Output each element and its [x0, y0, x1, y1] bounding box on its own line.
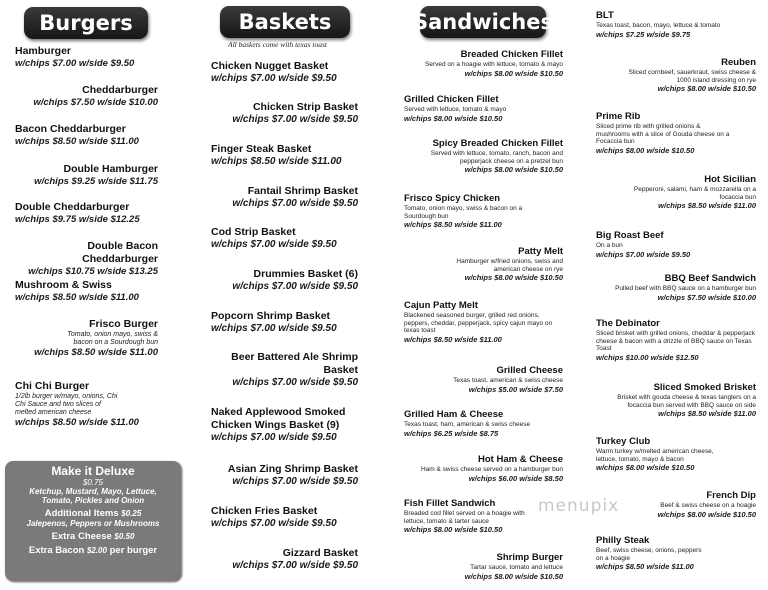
item-name: Gizzard Basket: [282, 547, 358, 559]
item-description: Texas toast, ham, american & swiss cheese: [404, 421, 531, 428]
item-name: Fish Fillet Sandwich: [404, 498, 496, 509]
item-name: Double Bacon Cheddarburger: [82, 240, 158, 265]
item-description: Pepperoni, salami, ham & mozzarella on a focaccia bun: [633, 186, 756, 201]
item-description: Beef, swiss cheese, onions, peppers on a hoagie: [596, 547, 702, 562]
menu-item-patty-melt: [405, 245, 563, 283]
menu-item-the-debinator: [596, 317, 758, 363]
item-price: w/chips $7.00 w/side $9.50: [232, 560, 358, 571]
item-name: Grilled Cheese: [496, 365, 563, 376]
menu-item-fantail-shrimp-basket: [205, 185, 358, 210]
extra-bacon-suffix: per burger: [109, 545, 158, 556]
item-price: w/chips $9.25 w/side $11.75: [34, 176, 158, 187]
item-price: w/chips $8.00 w/side $10.50: [464, 68, 563, 78]
item-price: w/chips $8.50 w/side $11.00: [15, 136, 139, 147]
item-description: Sliced brisket with grilled onions, cheddar & pepperjack cheese & bacon with a drizzle of BBQ sauce on Texas Toast: [596, 330, 755, 353]
item-price: w/chips $8.50 w/side $11.00: [211, 156, 342, 167]
baskets-note: All baskets come with texas toast: [228, 40, 327, 49]
item-price: w/chips $6.25 w/side $8.75: [404, 428, 499, 438]
item-price: w/chips $7.50 w/side $10.00: [657, 292, 756, 302]
item-price: w/chips $7.00 w/side $9.50: [232, 114, 358, 125]
item-name: Chi Chi Burger: [15, 380, 90, 392]
menu-item-reuben: [596, 56, 756, 94]
item-price: w/chips $7.00 w/side $9.50: [232, 476, 358, 487]
watermark: menupix: [538, 496, 620, 516]
menu-item-french-dip: [596, 489, 756, 520]
menu-item-cod-strip-basket: [211, 226, 361, 251]
menu-item-grilled-ham-cheese: [404, 408, 562, 439]
item-price: w/chips $7.00 w/side $9.50: [211, 518, 337, 529]
menu-item-finger-steak-basket: [211, 143, 361, 168]
item-price: w/chips $8.00 w/side $10.50: [596, 463, 695, 473]
item-name: Cheddarburger: [82, 84, 158, 96]
item-name: Frisco Burger: [89, 318, 158, 330]
item-price: w/chips $8.50 w/side $11.00: [34, 347, 158, 358]
item-description: Sliced cornbeef, sauerkraut, swiss cheese & 1000 island dressing on rye: [628, 69, 756, 84]
item-name: Chicken Strip Basket: [252, 101, 358, 113]
extra-bacon-label: Extra Bacon: [28, 545, 85, 556]
menu-item-grilled-chicken-fillet: [404, 93, 562, 124]
menu-item-asian-zing-shrimp-basket: [205, 463, 358, 488]
item-description: Served with lettuce, tomato & mayo: [404, 106, 507, 113]
item-name: The Debinator: [596, 318, 660, 329]
item-name: French Dip: [706, 490, 756, 501]
item-price: w/chips $8.50 w/side $11.00: [658, 409, 756, 419]
item-price: w/chips $8.00 w/side $10.50: [464, 165, 563, 175]
deluxe-toppings: Ketchup, Mustard, Mayo, Lettuce, Tomato, Pickles and Onion: [29, 487, 157, 505]
item-name: BLT: [596, 10, 614, 21]
item-name: Cajun Patty Melt: [404, 300, 478, 311]
menu-item-big-roast-beef: [596, 229, 756, 260]
item-price: w/chips $8.50 w/side $11.00: [15, 417, 139, 428]
item-price: w/chips $8.00 w/side $10.50: [657, 84, 756, 94]
menu-item-sliced-smoked-brisket: [596, 381, 756, 419]
item-description: Texas toast, bacon, mayo, lettuce & tomato: [596, 22, 721, 29]
item-price: w/chips $7.00 w/side $9.50: [211, 73, 337, 84]
menu-item-turkey-club: [596, 435, 756, 473]
item-name: Finger Steak Basket: [211, 143, 312, 155]
menu-item-philly-steak: [596, 534, 756, 572]
item-name: Breaded Chicken Fillet: [460, 49, 563, 60]
menu-item-frisco-burger: [20, 318, 158, 359]
menu-item-double-hamburger: [20, 163, 158, 188]
item-price: w/chips $7.00 w/side $9.50: [15, 58, 135, 69]
item-description: Served on a hoagie with lettuce, tomato & mayo: [424, 61, 563, 68]
sandwiches-header: Sandwiches: [420, 6, 546, 38]
item-price: w/chips $8.50 w/side $11.00: [404, 334, 502, 344]
item-price: w/chips $7.00 w/side $9.50: [211, 432, 337, 443]
item-price: w/chips $7.00 w/side $9.50: [596, 249, 691, 259]
item-description: 1/2lb burger w/mayo, onions, Chi Chi Sauce and two slices of melted american cheese: [15, 393, 118, 416]
item-price: w/chips $7.00 w/side $9.50: [232, 281, 358, 292]
item-name: Popcorn Shrimp Basket: [211, 310, 331, 322]
item-description: Ham & swiss cheese served on a hamburger bun: [421, 466, 563, 473]
menu-item-cheddarburger: [20, 84, 158, 109]
item-description: Brisket with gouda cheese & texas tanglers on a focaccia bun served with BBQ sauce on side: [617, 394, 756, 409]
menu-item-beer-battered-ale-shrimp-basket: [205, 351, 358, 389]
menu-item-frisco-spicy-chicken: [404, 192, 562, 230]
extra-cheese-price: $0.50: [114, 532, 135, 541]
item-description: Beef & swiss cheese on a hoagie: [660, 502, 756, 509]
item-name: Prime Rib: [596, 111, 641, 122]
item-description: Tartar sauce, tomato and lettuce: [470, 564, 563, 571]
item-name: Reuben: [721, 57, 756, 68]
item-name: Philly Steak: [596, 535, 650, 546]
item-name: Drummies Basket (6): [253, 268, 358, 280]
additional-items-list: Jalepenos, Peppers or Mushrooms: [26, 519, 160, 528]
item-name: Chicken Nugget Basket: [211, 60, 329, 72]
deluxe-title: Make it Deluxe: [51, 464, 135, 478]
item-name: Sliced Smoked Brisket: [653, 382, 756, 393]
item-price: w/chips $8.50 w/side $11.00: [596, 562, 694, 572]
menu-item-blt: [596, 9, 761, 40]
item-name: Hot Sicilian: [704, 174, 756, 185]
make-it-deluxe-box: [5, 461, 181, 581]
extra-bacon-price: $2.00: [86, 546, 107, 555]
item-name: Grilled Ham & Cheese: [404, 409, 504, 420]
extra-cheese-label: Extra Cheese: [51, 531, 112, 542]
item-description: Sliced prime rib with grilled onions & mushrooms with a slice of Gouda cheese on a Focaccia bun: [596, 123, 730, 146]
menu-item-hot-ham-cheese: [405, 453, 563, 484]
menu-item-chicken-nugget-basket: [211, 60, 361, 85]
menu-item-double-cheddarburger: [15, 201, 165, 226]
menu-item-chicken-fries-basket: [211, 505, 361, 530]
item-description: Tomato, onion mayo, swiss & bacon on a Sourdough bun: [404, 205, 523, 220]
item-name: Grilled Chicken Fillet: [404, 94, 499, 105]
item-name: Beer Battered Ale Shrimp Basket: [231, 351, 358, 376]
item-description: On a bun: [596, 242, 623, 249]
item-name: Double Hamburger: [63, 163, 158, 175]
item-price: w/chips $8.00 w/side $10.50: [657, 509, 756, 519]
item-name: Chicken Fries Basket: [211, 505, 318, 517]
item-price: w/chips $10.00 w/side $12.50: [596, 352, 699, 362]
item-description: Served with lettuce, tomato, ranch, bacon and pepperjack cheese on a pretzel bun: [430, 150, 563, 165]
item-name: Frisco Spicy Chicken: [404, 193, 501, 204]
item-description: Breaded cod fillet served on a hoagie with lettuce, tomato & tarter sauce: [404, 510, 525, 525]
menu-item-gizzard-basket: [205, 547, 358, 572]
additional-items-label: Additional Items: [44, 508, 119, 519]
item-name: Bacon Cheddarburger: [15, 123, 126, 135]
item-price: w/chips $8.00 w/side $10.50: [596, 145, 695, 155]
menu-item-mushroom-swiss: [15, 279, 165, 304]
item-price: w/chips $8.50 w/side $11.00: [404, 220, 502, 230]
item-price: w/chips $7.00 w/side $9.50: [211, 239, 337, 250]
item-name: Hot Ham & Cheese: [478, 454, 563, 465]
item-description: Pulled beef with BBQ sauce on a hamburger bun: [615, 285, 756, 292]
item-description: Hamburger w/fried onions, swiss and american cheese on rye: [456, 258, 563, 273]
item-price: w/chips $7.00 w/side $9.50: [211, 323, 337, 334]
additional-items: [5, 508, 181, 519]
item-price: w/chips $7.00 w/side $9.50: [232, 377, 358, 388]
menu-item-bacon-cheddarburger: [15, 123, 165, 148]
item-name: Hamburger: [15, 45, 72, 57]
item-price: w/chips $7.00 w/side $9.50: [232, 198, 358, 209]
menu-item-shrimp-burger: [405, 551, 563, 582]
item-price: w/chips $8.00 w/side $10.50: [464, 571, 563, 581]
menu-item-double-bacon-cheddarburger: [10, 240, 158, 278]
item-price: w/chips $9.75 w/side $12.25: [15, 214, 140, 225]
menu-item-spicy-breaded-chicken-fillet: [405, 137, 563, 175]
item-description: Tomato, onion mayo, swiss & bacon on a Sourdough bun: [67, 331, 158, 346]
item-name: Double Cheddarburger: [15, 201, 130, 213]
menu-item-hot-sicilian: [596, 173, 756, 211]
item-description: Texas toast, american & swiss cheese: [453, 377, 563, 384]
item-name: Shrimp Burger: [496, 552, 563, 563]
menu-item-chicken-strip-basket: [205, 101, 358, 126]
item-description: Blackened seasoned burger, grilled red onions, peppers, cheddar, pepperjack, spicy cajun mayo on texas toast: [404, 312, 553, 335]
additional-items-price: $0.25: [121, 509, 142, 518]
item-name: Turkey Club: [596, 436, 651, 447]
item-price: w/chips $7.25 w/side $9.75: [596, 29, 691, 39]
item-name: Cod Strip Basket: [211, 226, 296, 238]
menu-item-naked-applewood-wings-basket: [211, 406, 361, 444]
menu-item-grilled-cheese: [405, 364, 563, 395]
item-price: w/chips $6.00 w/side $8.50: [468, 473, 563, 483]
menu-item-bbq-beef-sandwich: [596, 272, 756, 303]
baskets-header: Baskets: [220, 6, 350, 38]
item-description: Warm turkey w/melted american cheese, lettuce, tomato, mayo & bacon: [596, 448, 714, 463]
item-name: Naked Applewood Smoked Chicken Wings Basket (9): [211, 406, 346, 431]
menu-item-cajun-patty-melt: [404, 299, 564, 345]
extra-cheese: [5, 531, 181, 542]
menu-item-breaded-chicken-fillet: [405, 48, 563, 79]
item-price: w/chips $5.00 w/side $7.50: [468, 384, 563, 394]
item-price: w/chips $8.00 w/side $10.50: [464, 273, 563, 283]
item-price: w/chips $8.50 w/side $11.00: [658, 201, 756, 211]
item-price: w/chips $8.00 w/side $10.50: [404, 113, 503, 123]
menu-item-chi-chi-burger: [15, 380, 165, 429]
menu-item-hamburger: [15, 45, 165, 70]
item-price: w/chips $7.50 w/side $10.00: [33, 97, 158, 108]
item-name: Big Roast Beef: [596, 230, 664, 241]
item-price: w/chips $8.00 w/side $10.50: [404, 525, 503, 535]
item-price: w/chips $8.50 w/side $11.00: [15, 292, 139, 303]
menu-item-popcorn-shrimp-basket: [211, 310, 361, 335]
menu-item-prime-rib: [596, 110, 756, 156]
burgers-header: Burgers: [24, 7, 148, 39]
item-name: Asian Zing Shrimp Basket: [227, 463, 358, 475]
item-name: Fantail Shrimp Basket: [247, 185, 358, 197]
deluxe-price: $0.75: [82, 478, 104, 487]
item-name: Patty Melt: [518, 246, 563, 257]
item-name: Spicy Breaded Chicken Fillet: [432, 138, 563, 149]
extra-bacon: [5, 545, 181, 556]
item-name: Mushroom & Swiss: [15, 279, 112, 291]
item-name: BBQ Beef Sandwich: [664, 273, 756, 284]
item-price: w/chips $10.75 w/side $13.25: [28, 266, 158, 277]
menu-item-drummies-basket: [205, 268, 358, 293]
